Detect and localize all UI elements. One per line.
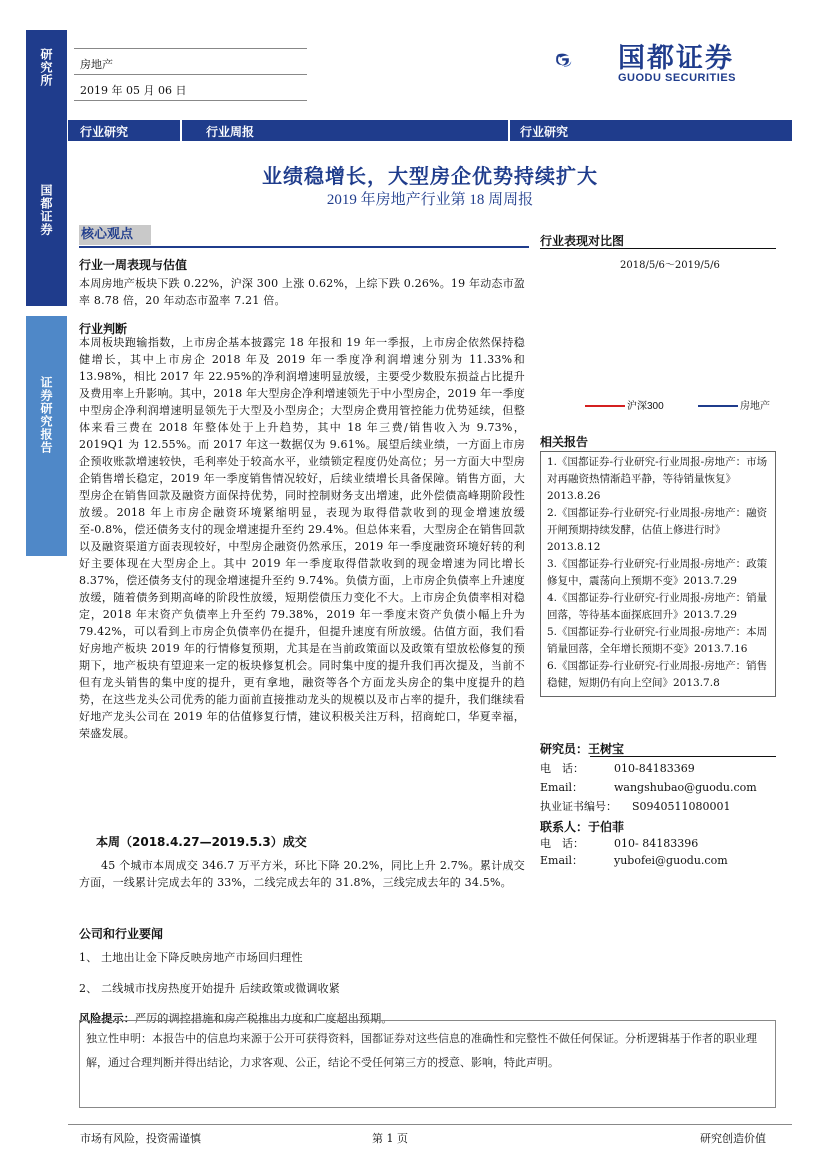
chart-title: 行业表现对比图 (540, 234, 625, 248)
contact-email-label: Email： (540, 854, 584, 867)
tab-industry-research-right: 行业研究 (520, 125, 569, 139)
risk-text: 严厉的调控措施和房产税推出力度和广度超出预期。 (135, 1012, 393, 1025)
header-rule (74, 48, 307, 49)
analyst-email[interactable]: wangshubao@guodu.com (614, 781, 757, 794)
related-reports-list (540, 451, 776, 697)
heading-weekly-performance: 行业一周表现与估值 (79, 258, 188, 272)
paragraph-weekly-performance: 本周房地产板块下跌 0.22%，沪深 300 上涨 0.62%，上综下跌 0.26%。19 年动态市盈率 8.78 倍，20 年动态市盈率 7.21 倍。 (79, 277, 526, 307)
core-view-label: 核心观点 (79, 225, 151, 245)
related-reports-title: 相关报告 (540, 435, 589, 449)
logo-text-cn: 国都证券 (618, 43, 734, 74)
contact-phone-label: 电 话： (540, 837, 584, 850)
analyst-name: 研究员：王树宝 (540, 742, 625, 756)
section-tab-bar (68, 120, 792, 141)
header-rule (74, 100, 307, 101)
footer-risk-note: 市场有风险，投资需谨慎 (80, 1132, 201, 1145)
analyst-cert: S0940511080001 (632, 800, 731, 813)
related-report-item[interactable]: 6.《国都证券-行业研究-行业周报-房地产：销售稳健，短期仍有向上空间》2013.7.8 (547, 660, 768, 689)
core-view-rule (79, 246, 529, 248)
report-title: 业绩稳增长，大型房企优势持续扩大 (262, 164, 598, 188)
contact-phone-row (540, 835, 698, 851)
news-item: 2、 二线城市找房热度开始提升 后续政策或微调收紧 (79, 982, 340, 995)
company-logo-icon (555, 36, 615, 84)
legend-label-hs300: 沪深300 (627, 401, 664, 412)
contact-email-row (540, 852, 728, 868)
legend-label-realestate: 房地产 (740, 401, 770, 412)
chart-plot-area (545, 272, 775, 390)
sidebar-block-institute (26, 30, 67, 127)
paragraph-industry-judgment: 本周板块跑输指数，上市房企基本披露完 18 年报和 19 年一季报，上市房企依然保持稳健增长，其中上市房企 2018 年及 2019 年一季度净利润增速分别为 11.33%和 13.98%，相比 2017 年 22.95%的净利润增速明显放缓，主要受少数股东损益占比提升及费用率上升影响。其中，2018 年大型房企净利增速领先于中小型房企，2019 年一季度中型房企净利润增速明显领先于大型及小型房企；大型房企费用管控能力优势延续，但整体来看三费在 2018 年整体处于上升趋势，其中 18 年三费/销售收入为 9.73%，2019Q1 为 12.55%。而 2017 年这一数据仅为 9.61%。展望后续业绩，一方面上市房企预收账款增速较快，毛利率处于较高水平，业绩锁定程度仍处高位；另一方面大中型房企销售增长稳定，2019 年一季度销售情况较好，后续业绩增长具备保障。销售方面，大型房企在销售回款及融资方面保持优势，同时控制财务支出增速，此外偿债高峰期阶段性放缓。2018 年上市房企融资环境紧缩明显，表现为取得借款收到的现金增速放缓至-0.8%，偿还债务支付的现金增速提升至约 29.4%。但总体来看，大型房企在销售回款以及融资渠道方面表现较好，中型房企融资仍然承压，2019 年一季度融资环境好转的利好主要体现在大型房企上。其中 2019 年一季度取得借款收到的现金增速为同比增长 8.37%，偿还债务支付的现金增速提升至约 9.74%。负债方面，上市房企负债率上升速度放缓，随着债务到期高峰的阶段性放缓，短期偿债压力变化不大。上市房企负债率相对稳定，2018 年末资产负债率上升至约 79.38%，2019 年一季度末资产负债小幅上升为 79.42%，可以看到上市房企负债率仍在提升，但提升速度有所放缓。估值方面，我们看好房地产板块 2019 年的行情修复预期，尤其是在当前政策面以及政策有望放松修复的预期下，地产板块有望迎来一定的板块修复机会。同时集中度的提升我们再次提及，当前不但有龙头销售的集中度的提升，更有拿地，融资等各个方面龙头房企的集中度提升的趋势，在这些龙头公司优秀的能力面前直接推动龙头的规模以及市占率的提升，我们继续看好地产龙头公司在 2019 年的估值修复行情，建议积极关注万科，招商蛇口，华夏幸福，荣盛发展。 (79, 336, 525, 740)
sidebar-block-brand (26, 144, 67, 306)
related-report-item[interactable]: 1.《国都证券-行业研究-行业周报-房地产：市场对再融资热情渐趋平静，等待销量恢复》2013.8.26 (547, 456, 768, 502)
legend-swatch-hs300 (585, 405, 625, 407)
legend-item-realestate (698, 397, 770, 412)
sidebar-label-brand: 国都证券 (39, 184, 53, 236)
disclaimer-box: 独立性申明：本报告中的信息均来源于公开可获得资料，国都证券对这些信息的准确性和完整性不做任何保证。分析逻辑基于作者的职业理解，通过合理判断并得出结论，力求客观、公正，结论不受任何第三方的授意、影响，特此声明。 (79, 1020, 776, 1108)
analyst-email-row (540, 779, 757, 795)
paragraph-weekly-deals: 45 个城市本周成交 346.7 万平方米，环比下降 20.2%，同比上升 2.7%。累计成交方面，一线累计完成去年的 33%，二线完成去年的 31.8%，三线完成去年的 34.5%。 (79, 859, 525, 889)
tab-industry-research: 行业研究 (80, 125, 129, 139)
contact-email[interactable]: yubofei@guodu.com (614, 854, 728, 867)
related-report-item[interactable]: 5.《国都证券-行业研究-行业周报-房地产：本周销量回落，全年增长预期不变》2013.7.16 (547, 626, 768, 655)
analyst-rule (590, 756, 776, 757)
analyst-phone-row (540, 760, 695, 776)
tab-separator (180, 120, 182, 141)
related-report-item[interactable]: 2.《国都证券-行业研究-行业周报-房地产：融资开闸预期持续发酵，估值上修进行时》2013.8.12 (547, 507, 768, 553)
header-category: 房地产 (80, 58, 113, 71)
chart-date-range: 2018/5/6～2019/5/6 (620, 260, 720, 271)
legend-item-hs300 (585, 397, 664, 412)
sidebar-label-institute: 研究所 (39, 48, 53, 87)
logo-text-en: GUODU SECURITIES (618, 72, 737, 84)
risk-label: 风险提示： (79, 1012, 135, 1025)
analyst-phone-label: 电 话： (540, 762, 584, 775)
analyst-cert-label: 执业证书编号： (540, 800, 617, 813)
header-rule (74, 74, 307, 75)
news-item: 1、 土地出让金下降反映房地产市场回归理性 (79, 951, 303, 964)
analyst-phone: 010-84183369 (614, 762, 695, 775)
heading-industry-judgment: 行业判断 (79, 322, 128, 336)
footer-rule (68, 1124, 792, 1125)
tab-industry-weekly: 行业周报 (206, 125, 255, 139)
sidebar-label-report-type: 证券研究报告 (39, 376, 53, 454)
tab-separator (508, 120, 510, 141)
legend-swatch-realestate (698, 405, 738, 407)
contact-phone: 010- 84183396 (614, 837, 699, 850)
analyst-email-label: Email： (540, 781, 584, 794)
footer-slogan: 研究创造价值 (700, 1132, 766, 1145)
related-report-item[interactable]: 3.《国都证券-行业研究-行业周报-房地产：政策修复中，震荡向上预期不变》2013.7.29 (547, 558, 768, 587)
heading-weekly-deals: 本周（2018.4.27—2019.5.3）成交 (96, 835, 307, 849)
heading-news: 公司和行业要闻 (79, 927, 164, 941)
related-report-item[interactable]: 4.《国都证券-行业研究-行业周报-房地产：销量回落，等待基本面探底回升》2013.7.29 (547, 592, 768, 621)
contact-name: 联系人：于伯菲 (540, 820, 625, 834)
chart-title-rule (540, 248, 776, 249)
header-date: 2019 年 05 月 06 日 (80, 84, 187, 97)
analyst-cert-row (540, 798, 731, 814)
sidebar-divider (26, 127, 67, 144)
sidebar-block-report-type (26, 316, 67, 556)
report-subtitle: 2019 年房地产行业第 18 周周报 (326, 192, 534, 208)
footer-page-number: 第 1 页 (372, 1132, 408, 1145)
